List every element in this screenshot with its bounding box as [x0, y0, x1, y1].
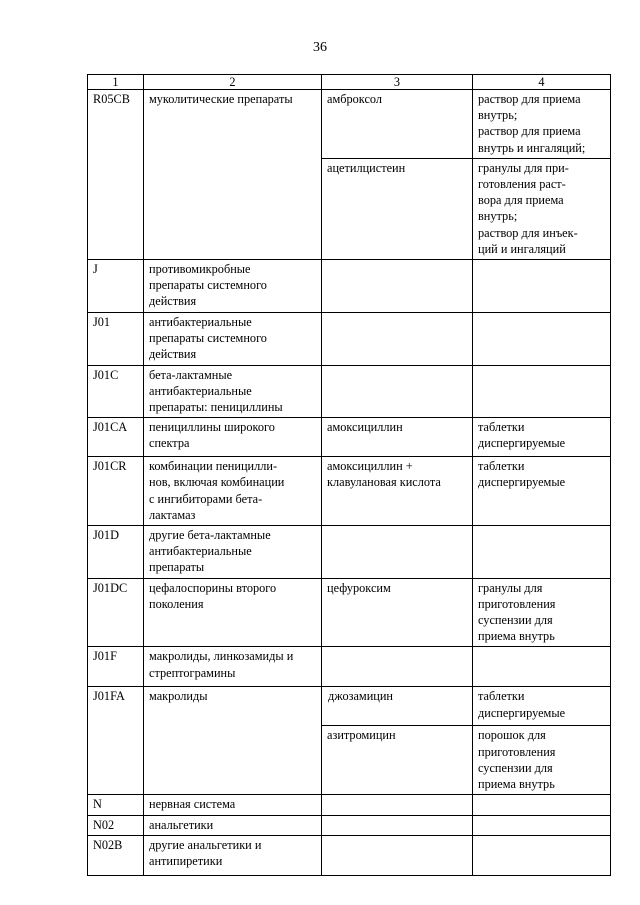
- group-name: цефалоспорины второго поколения: [144, 578, 322, 647]
- table-header-row: [88, 75, 611, 90]
- group-name: другие бета-лактамные антибактериальные препараты: [144, 526, 322, 579]
- table-row: [88, 313, 611, 366]
- atc-code: J01C: [88, 365, 144, 418]
- table-row: [88, 365, 611, 418]
- table-row: [88, 795, 611, 815]
- atc-code: J01D: [88, 526, 144, 579]
- table-row: [88, 815, 611, 835]
- dosage-form: таблетки диспергируемые: [473, 457, 611, 526]
- table-row: [88, 418, 611, 457]
- group-name: комбинации пеницилли- нов, включая комбинации с ингибиторами бета- лактамаз: [144, 457, 322, 526]
- dosage-form: [473, 526, 611, 579]
- dosage-form: раствор для приема внутрь; раствор для приема внутрь и ингаляций;: [473, 90, 611, 159]
- atc-code: N: [88, 795, 144, 815]
- dosage-form: таблетки диспергируемые: [473, 418, 611, 457]
- atc-code: J01CA: [88, 418, 144, 457]
- dosage-form: [473, 365, 611, 418]
- table-row: [88, 260, 611, 313]
- page-number: 36: [313, 40, 327, 55]
- table-row: [88, 687, 611, 726]
- group-name: макролиды, линкозамиды и стрептограмины: [144, 647, 322, 687]
- drug-name: амоксициллин: [322, 418, 473, 457]
- table-row: [88, 526, 611, 579]
- dosage-form: таблетки диспергируемые: [473, 687, 611, 726]
- drug-name: [322, 815, 473, 835]
- atc-code: R05CB: [88, 90, 144, 260]
- atc-code: J01DC: [88, 578, 144, 647]
- group-name: муколитические препараты: [144, 90, 322, 260]
- atc-code: J01F: [88, 647, 144, 687]
- column-header: 3: [322, 75, 473, 90]
- table-row: [88, 835, 611, 875]
- dosage-form: [473, 795, 611, 815]
- group-name: нервная система: [144, 795, 322, 815]
- group-name: пенициллины широкого спектра: [144, 418, 322, 457]
- atc-code: N02B: [88, 835, 144, 875]
- drug-list-table: [87, 74, 611, 876]
- drug-name: [322, 365, 473, 418]
- drug-name: [322, 795, 473, 815]
- dosage-form: порошок для приготовления суспензии для приема внутрь: [473, 726, 611, 795]
- table-row: [88, 90, 611, 159]
- table-row: [88, 647, 611, 687]
- group-name: антибактериальные препараты системного действия: [144, 313, 322, 366]
- dosage-form: [473, 647, 611, 687]
- atc-code: J01CR: [88, 457, 144, 526]
- dosage-form: [473, 815, 611, 835]
- drug-name: [322, 835, 473, 875]
- atc-code: J01: [88, 313, 144, 366]
- dosage-form: гранулы для приготовления суспензии для приема внутрь: [473, 578, 611, 647]
- drug-name: [322, 260, 473, 313]
- dosage-form: [473, 313, 611, 366]
- column-header: 2: [144, 75, 322, 90]
- column-header: 1: [88, 75, 144, 90]
- drug-name: джозамицин: [322, 687, 473, 726]
- drug-name: [322, 313, 473, 366]
- drug-name: азитромицин: [322, 726, 473, 795]
- column-header: 4: [473, 75, 611, 90]
- table-row: [88, 578, 611, 647]
- atc-code: J01FA: [88, 687, 144, 795]
- dosage-form: [473, 260, 611, 313]
- dosage-form: [473, 835, 611, 875]
- drug-name: [322, 526, 473, 579]
- group-name: противомикробные препараты системного действия: [144, 260, 322, 313]
- drug-name: ацетилцистеин: [322, 158, 473, 259]
- group-name: другие анальгетики и антипиретики: [144, 835, 322, 875]
- drug-name: [322, 647, 473, 687]
- atc-code: J: [88, 260, 144, 313]
- group-name: макролиды: [144, 687, 322, 795]
- drug-name: амоксициллин + клавулановая кислота: [322, 457, 473, 526]
- drug-name: цефуроксим: [322, 578, 473, 647]
- drug-name: амброксол: [322, 90, 473, 159]
- dosage-form: гранулы для при- готовления раст- вора для приема внутрь; раствор для инъек- ций и ингаляций: [473, 158, 611, 259]
- group-name: бета-лактамные антибактериальные препараты: пенициллины: [144, 365, 322, 418]
- table-row: [88, 457, 611, 526]
- atc-code: N02: [88, 815, 144, 835]
- group-name: анальгетики: [144, 815, 322, 835]
